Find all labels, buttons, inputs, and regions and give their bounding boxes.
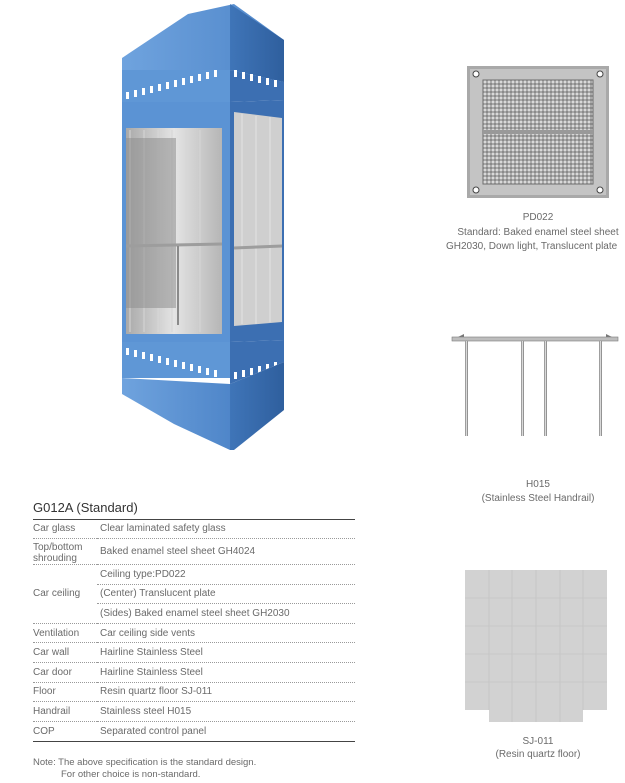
spec-label: Ventilation — [33, 623, 97, 643]
table-row — [33, 565, 355, 585]
handrail-post — [465, 341, 468, 436]
ceiling-pd022-illustration — [467, 66, 609, 198]
note-line2: For other choice is non-standard. — [61, 769, 201, 780]
table-row — [33, 721, 355, 741]
spec-label: Top/bottom shrouding — [33, 539, 97, 565]
spec-label: COP — [33, 725, 55, 737]
spec-value: Ceiling type:PD022 — [97, 565, 355, 585]
table-row — [33, 643, 355, 663]
table-row — [33, 623, 355, 643]
handrail-post — [599, 341, 602, 436]
handrail-desc: (Stainless Steel Handrail) — [481, 493, 595, 504]
spec-label: Handrail — [33, 702, 97, 722]
side-glass — [234, 112, 282, 326]
floor-desc: (Resin quartz floor) — [495, 749, 581, 760]
floor-code: SJ-011 — [522, 736, 554, 747]
table-row — [33, 682, 355, 702]
spec-value: Clear laminated safety glass — [97, 519, 355, 539]
handrail-post — [521, 341, 524, 436]
spec-label: Car glass — [33, 519, 97, 539]
ceiling-desc-line1: Standard: Baked enamel steel sheet — [457, 227, 619, 238]
spec-label: Car door — [33, 663, 97, 683]
spec-label: Floor — [33, 682, 97, 702]
table-row — [33, 663, 355, 683]
spec-value: Baked enamel steel sheet GH4024 — [97, 539, 355, 565]
spec-bottom-rule — [33, 741, 355, 742]
table-row — [33, 539, 355, 565]
ceiling-code: PD022 — [522, 212, 554, 223]
handrail-post — [544, 341, 547, 436]
spec-value: Separated control panel — [100, 725, 207, 737]
table-row — [33, 519, 355, 539]
spec-value: (Sides) Baked enamel steel sheet GH2030 — [97, 604, 355, 624]
elevator-car-illustration — [100, 0, 295, 455]
spec-value: Resin quartz floor SJ-011 — [97, 682, 355, 702]
handrail-bar — [452, 337, 618, 341]
spec-value: Hairline Stainless Steel — [97, 663, 355, 683]
spec-label: Car ceiling — [33, 565, 97, 624]
table-row — [33, 702, 355, 722]
spec-title: G012A (Standard) — [33, 500, 138, 515]
spec-value: Stainless steel H015 — [97, 702, 355, 722]
spec-table — [33, 519, 355, 741]
spec-value: Car ceiling side vents — [97, 623, 355, 643]
spec-value: (Center) Translucent plate — [97, 584, 355, 604]
note-line1: Note: The above specification is the standard design. — [33, 757, 257, 768]
spec-note — [33, 757, 256, 781]
ceiling-desc-line2: GH2030, Down light, Translucent plate — [446, 241, 618, 252]
spec-value: Hairline Stainless Steel — [97, 643, 355, 663]
handrail-h015-illustration — [450, 328, 620, 440]
bottom-cap — [122, 378, 230, 450]
spec-label: Car wall — [33, 643, 97, 663]
floor-sj011-illustration — [465, 570, 607, 722]
handrail-code: H015 — [526, 479, 550, 490]
